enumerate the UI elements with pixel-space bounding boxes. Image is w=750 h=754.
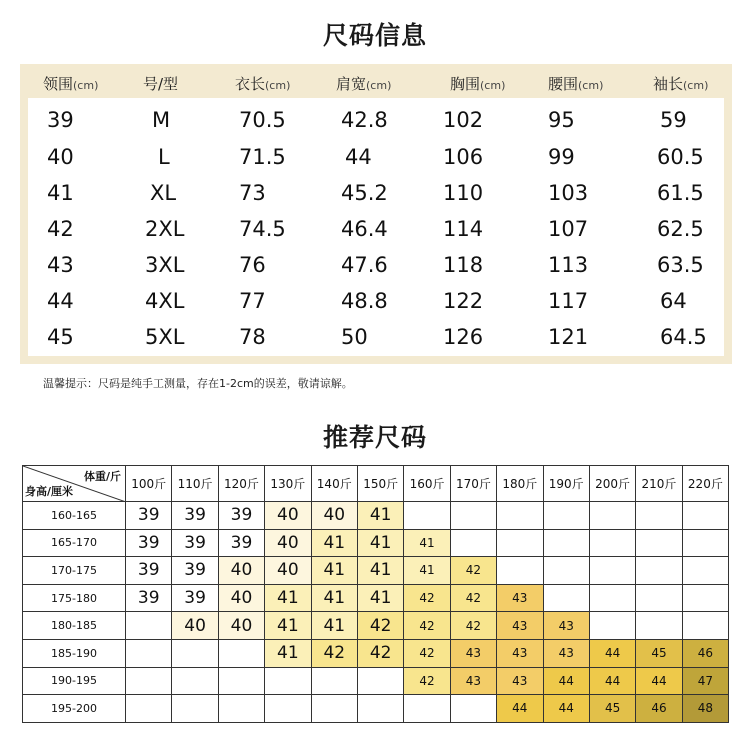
weight-header-cell: 140斤 <box>311 466 357 502</box>
recommend-size-cell: 40 <box>265 529 311 557</box>
size-value-cell: 61.5 <box>657 181 704 205</box>
size-value-cell: 44 <box>47 289 74 313</box>
recommend-size-cell <box>172 639 218 667</box>
size-value-cell: 64.5 <box>660 325 707 349</box>
recommend-size-cell <box>218 695 264 723</box>
size-value-cell: 42.8 <box>341 108 388 132</box>
recommend-size-cell: 41 <box>357 502 403 530</box>
weight-header-cell: 170斤 <box>450 466 496 502</box>
weight-header-cell: 120斤 <box>218 466 264 502</box>
recommend-size-cell <box>682 612 728 640</box>
size-value-cell: L <box>158 145 170 169</box>
weight-header-cell: 160斤 <box>404 466 450 502</box>
size-header-label: 腰围 <box>548 75 579 93</box>
size-value-cell: 50 <box>341 325 368 349</box>
size-header <box>43 73 98 94</box>
size-value-cell: 71.5 <box>239 145 286 169</box>
size-header <box>653 73 708 94</box>
recommend-size-cell <box>682 557 728 585</box>
size-header-label: 衣长 <box>235 75 266 93</box>
size-value-cell: 70.5 <box>239 108 286 132</box>
recommend-size-cell: 39 <box>126 529 172 557</box>
size-value-cell: 39 <box>47 108 74 132</box>
size-value-cell: 44 <box>345 145 372 169</box>
recommend-size-cell <box>265 667 311 695</box>
recommend-size-cell <box>357 695 403 723</box>
weight-header-cell: 220斤 <box>682 466 728 502</box>
height-row-label: 185-190 <box>23 639 126 667</box>
recommend-size-cell <box>682 529 728 557</box>
size-value-cell: 74.5 <box>239 217 286 241</box>
recommend-size-cell: 43 <box>497 667 543 695</box>
size-value-cell: 99 <box>548 145 575 169</box>
size-value-cell: 78 <box>239 325 266 349</box>
size-value-cell: 4XL <box>145 289 185 313</box>
size-value-cell: 3XL <box>145 253 185 277</box>
size-header <box>143 73 178 94</box>
size-header <box>235 73 290 94</box>
size-header-unit: (cm) <box>366 79 392 92</box>
recommend-size-cell: 41 <box>357 584 403 612</box>
corner-height-label: 身高/厘米 <box>25 485 74 498</box>
size-value-cell: 102 <box>443 108 484 132</box>
weight-header-cell: 180斤 <box>497 466 543 502</box>
recommend-size-cell <box>589 584 635 612</box>
recommend-size-cell: 46 <box>682 639 728 667</box>
recommend-size-cell: 43 <box>497 584 543 612</box>
size-value-cell: 2XL <box>145 217 185 241</box>
size-value-cell: 47.6 <box>341 253 388 277</box>
size-value-cell: 113 <box>548 253 589 277</box>
recommend-size-cell: 43 <box>497 639 543 667</box>
size-header-unit: (cm) <box>683 79 709 92</box>
recommend-size-cell <box>543 584 589 612</box>
recommend-size-cell: 39 <box>218 529 264 557</box>
size-value-cell: 46.4 <box>341 217 388 241</box>
recommend-size-cell <box>636 529 682 557</box>
recommend-size-cell <box>126 612 172 640</box>
recommend-size-cell <box>126 695 172 723</box>
recommend-size-cell <box>589 557 635 585</box>
size-value-cell: 60.5 <box>657 145 704 169</box>
size-value-cell: 64 <box>660 289 687 313</box>
recommend-size-cell: 42 <box>450 557 496 585</box>
recommend-title: 推荐尺码 <box>322 423 427 452</box>
recommend-size-cell <box>497 557 543 585</box>
recommend-size-cell: 42 <box>450 584 496 612</box>
recommend-size-cell: 43 <box>450 639 496 667</box>
size-value-cell: 45 <box>47 325 74 349</box>
corner-weight-label: 体重/斤 <box>83 470 121 483</box>
size-header-unit: (cm) <box>265 79 291 92</box>
recommend-size-cell <box>682 502 728 530</box>
recommend-size-cell: 39 <box>126 584 172 612</box>
recommend-size-cell: 39 <box>126 502 172 530</box>
recommend-size-cell <box>543 502 589 530</box>
recommend-size-cell: 40 <box>172 612 218 640</box>
size-header-label: 领围 <box>43 75 74 93</box>
recommend-size-cell: 44 <box>589 639 635 667</box>
height-row-label: 180-185 <box>23 612 126 640</box>
size-value-cell: 43 <box>47 253 74 277</box>
height-row-label: 165-170 <box>23 529 126 557</box>
recommend-size-cell: 42 <box>404 584 450 612</box>
size-value-cell: M <box>152 108 171 132</box>
size-value-cell: 121 <box>548 325 589 349</box>
size-value-cell: 114 <box>443 217 484 241</box>
recommend-size-cell: 40 <box>311 502 357 530</box>
recommend-size-cell <box>543 557 589 585</box>
recommend-size-cell <box>311 667 357 695</box>
size-header <box>336 73 391 94</box>
recommend-size-cell: 44 <box>543 667 589 695</box>
recommend-size-cell: 43 <box>450 667 496 695</box>
recommend-size-cell <box>589 529 635 557</box>
weight-header-cell: 190斤 <box>543 466 589 502</box>
recommend-size-cell: 39 <box>172 557 218 585</box>
recommend-size-cell <box>450 502 496 530</box>
size-value-cell: 41 <box>47 181 74 205</box>
recommend-size-cell <box>172 667 218 695</box>
recommend-size-cell: 41 <box>265 612 311 640</box>
recommend-size-cell: 42 <box>311 639 357 667</box>
size-header-label: 胸围 <box>450 75 481 93</box>
recommend-size-cell <box>589 502 635 530</box>
size-header-label: 号/型 <box>143 75 179 93</box>
recommend-size-cell <box>636 612 682 640</box>
size-value-cell: 77 <box>239 289 266 313</box>
recommend-size-cell: 39 <box>172 529 218 557</box>
recommend-size-cell: 43 <box>497 612 543 640</box>
recommend-size-cell <box>636 557 682 585</box>
size-value-cell: 106 <box>443 145 484 169</box>
recommend-size-cell <box>404 695 450 723</box>
height-row-label: 175-180 <box>23 584 126 612</box>
recommend-size-cell <box>126 639 172 667</box>
recommend-size-cell: 39 <box>172 502 218 530</box>
recommend-size-cell: 41 <box>311 529 357 557</box>
recommend-size-cell: 41 <box>265 639 311 667</box>
recommend-size-cell <box>497 529 543 557</box>
recommend-size-cell <box>589 612 635 640</box>
recommend-size-cell: 40 <box>218 584 264 612</box>
recommend-size-cell: 39 <box>172 584 218 612</box>
recommend-size-cell: 41 <box>311 612 357 640</box>
size-info-title: 尺码信息 <box>322 21 427 50</box>
height-row-label: 195-200 <box>23 695 126 723</box>
recommend-size-cell <box>543 529 589 557</box>
recommend-size-cell <box>404 502 450 530</box>
recommend-size-cell: 41 <box>265 584 311 612</box>
recommend-size-cell: 39 <box>126 557 172 585</box>
height-row-label: 190-195 <box>23 667 126 695</box>
size-value-cell: 117 <box>548 289 589 313</box>
weight-header-cell: 130斤 <box>265 466 311 502</box>
recommend-size-cell: 41 <box>357 557 403 585</box>
recommend-size-cell <box>636 502 682 530</box>
recommend-size-cell: 41 <box>404 529 450 557</box>
recommend-size-cell <box>682 584 728 612</box>
recommend-size-cell <box>497 502 543 530</box>
recommend-size-cell: 44 <box>589 667 635 695</box>
recommend-size-cell: 44 <box>497 695 543 723</box>
recommend-size-cell: 42 <box>404 639 450 667</box>
weight-header-cell: 210斤 <box>636 466 682 502</box>
recommend-size-cell <box>265 695 311 723</box>
height-row-label: 160-165 <box>23 502 126 530</box>
size-value-cell: 76 <box>239 253 266 277</box>
recommend-size-cell <box>450 529 496 557</box>
size-value-cell: 40 <box>47 145 74 169</box>
recommend-size-cell: 41 <box>311 557 357 585</box>
measurement-note: 温馨提示：尺码是纯手工测量，存在1-2cm的误差，敬请谅解。 <box>43 377 353 390</box>
size-value-cell: 110 <box>443 181 484 205</box>
size-header-unit: (cm) <box>578 79 604 92</box>
recommend-size-cell: 41 <box>404 557 450 585</box>
weight-header-cell: 200斤 <box>589 466 635 502</box>
recommend-size-cell: 47 <box>682 667 728 695</box>
recommend-size-cell <box>218 639 264 667</box>
recommend-size-cell: 41 <box>357 529 403 557</box>
size-header <box>548 73 603 94</box>
recommend-size-cell <box>172 695 218 723</box>
size-value-cell: 95 <box>548 108 575 132</box>
recommend-size-cell: 44 <box>636 667 682 695</box>
size-value-cell: 118 <box>443 253 484 277</box>
recommend-size-cell: 45 <box>636 639 682 667</box>
recommend-size-cell: 39 <box>218 502 264 530</box>
size-header-unit: (cm) <box>73 79 99 92</box>
size-value-cell: 59 <box>660 108 687 132</box>
weight-header-cell: 100斤 <box>126 466 172 502</box>
size-value-cell: 126 <box>443 325 484 349</box>
recommend-size-cell: 42 <box>404 667 450 695</box>
size-value-cell: 107 <box>548 217 589 241</box>
recommend-size-cell: 48 <box>682 695 728 723</box>
recommend-size-cell <box>636 584 682 612</box>
size-value-cell: 42 <box>47 217 74 241</box>
size-value-cell: 103 <box>548 181 589 205</box>
size-value-cell: 48.8 <box>341 289 388 313</box>
recommend-size-cell <box>450 695 496 723</box>
recommend-size-cell: 40 <box>265 502 311 530</box>
recommend-size-cell: 42 <box>357 639 403 667</box>
recommend-size-cell: 40 <box>218 612 264 640</box>
size-value-cell: 5XL <box>145 325 185 349</box>
size-header-unit: (cm) <box>480 79 506 92</box>
recommend-size-cell <box>357 667 403 695</box>
recommend-size-cell: 40 <box>265 557 311 585</box>
size-value-cell: 45.2 <box>341 181 388 205</box>
recommend-size-grid <box>22 465 729 723</box>
size-value-cell: 73 <box>239 181 266 205</box>
recommend-size-cell: 43 <box>543 612 589 640</box>
weight-header-cell: 150斤 <box>357 466 403 502</box>
weight-header-cell: 110斤 <box>172 466 218 502</box>
recommend-size-cell: 43 <box>543 639 589 667</box>
recommend-size-cell: 44 <box>543 695 589 723</box>
size-header <box>450 73 505 94</box>
recommend-size-cell: 45 <box>589 695 635 723</box>
recommend-size-cell <box>311 695 357 723</box>
size-value-cell: XL <box>150 181 177 205</box>
size-header-label: 肩宽 <box>336 75 367 93</box>
size-value-cell: 62.5 <box>657 217 704 241</box>
recommend-size-cell: 46 <box>636 695 682 723</box>
size-value-cell: 122 <box>443 289 484 313</box>
recommend-size-cell: 40 <box>218 557 264 585</box>
size-header-label: 袖长 <box>653 75 684 93</box>
grid-corner-cell <box>23 466 126 502</box>
recommend-size-cell: 42 <box>450 612 496 640</box>
size-value-cell: 63.5 <box>657 253 704 277</box>
recommend-size-cell: 42 <box>357 612 403 640</box>
recommend-size-cell <box>126 667 172 695</box>
recommend-size-cell: 42 <box>404 612 450 640</box>
height-row-label: 170-175 <box>23 557 126 585</box>
recommend-size-cell <box>218 667 264 695</box>
recommend-size-cell: 41 <box>311 584 357 612</box>
